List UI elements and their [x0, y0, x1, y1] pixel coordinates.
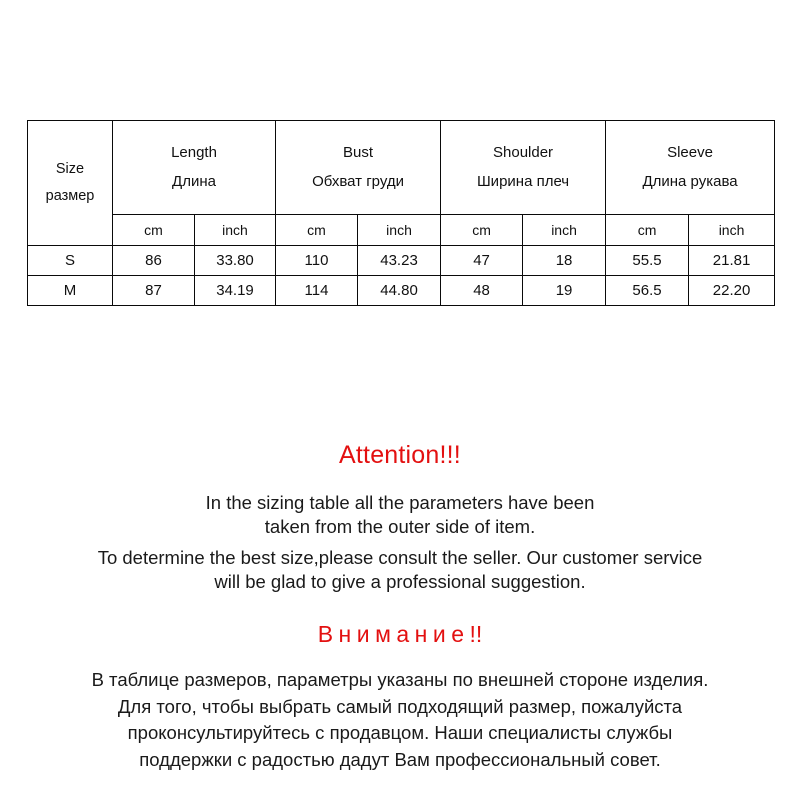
- header-group-bust: [276, 121, 441, 215]
- table-cell: 114: [276, 276, 358, 306]
- table-cell: 48: [441, 276, 523, 306]
- table-header-row-groups: [28, 121, 775, 215]
- header-unit: cm: [113, 215, 195, 246]
- table-cell: 86: [113, 246, 195, 276]
- header-size-ru: размер: [45, 188, 95, 204]
- table-cell: 21.81: [689, 246, 775, 276]
- notice-ru-line: проконсультируйтесь с продавцом. Наши специалисты службы: [127, 722, 673, 744]
- attention-heading-ru: [0, 621, 800, 649]
- table-body: [28, 246, 775, 306]
- notice-section: [0, 440, 800, 774]
- notice-ru-line: В таблице размеров, параметры указаны по внешней стороне изделия.: [91, 669, 709, 691]
- table-cell: 44.80: [358, 276, 441, 306]
- size-chart-table: [27, 120, 775, 306]
- notice-en-line: To determine the best size,please consult the seller. Our customer service: [97, 546, 703, 568]
- header-group-length: [113, 121, 276, 215]
- notice-en-line: taken from the outer side of item.: [264, 516, 536, 538]
- table-cell: 47: [441, 246, 523, 276]
- header-unit: inch: [358, 215, 441, 246]
- table-header-row-units: [28, 215, 775, 246]
- header-unit: cm: [441, 215, 523, 246]
- header-group-bust-ru: Обхват груди: [312, 172, 404, 190]
- notice-paragraph-en: [0, 491, 800, 595]
- header-unit: cm: [606, 215, 689, 246]
- header-group-sleeve-ru: Длина рукава: [642, 172, 738, 190]
- header-group-bust-en: Bust: [343, 144, 374, 161]
- table-header: [28, 121, 775, 246]
- table-cell: 22.20: [689, 276, 775, 306]
- table-row: [28, 276, 775, 306]
- table-cell: 19: [523, 276, 606, 306]
- header-group-shoulder-en: Shoulder: [493, 144, 554, 161]
- table-cell: 33.80: [195, 246, 276, 276]
- header-unit: cm: [276, 215, 358, 246]
- header-group-sleeve-en: Sleeve: [667, 144, 713, 161]
- row-size-label: S: [28, 246, 113, 276]
- size-chart-container: [27, 120, 774, 306]
- table-cell: 18: [523, 246, 606, 276]
- notice-en-line: In the sizing table all the parameters have been: [205, 492, 595, 513]
- header-group-shoulder: [441, 121, 606, 215]
- header-unit: inch: [195, 215, 276, 246]
- header-size-en: Size: [55, 161, 85, 178]
- table-cell: 43.23: [358, 246, 441, 276]
- notice-paragraph-ru: [0, 667, 800, 774]
- header-group-length-ru: Длина: [172, 172, 216, 190]
- header-size: [28, 121, 113, 246]
- table-cell: 56.5: [606, 276, 689, 306]
- header-unit: inch: [523, 215, 606, 246]
- attention-heading-en: Attention!!!: [339, 441, 461, 469]
- header-unit: inch: [689, 215, 775, 246]
- notice-en-block-1: [0, 491, 800, 540]
- notice-en-line: will be glad to give a professional suggestion.: [214, 571, 586, 593]
- notice-en-block-2: [0, 546, 800, 595]
- attention-heading-ru-text: Внимание: [317, 620, 470, 647]
- attention-heading-ru-bang: !!: [469, 620, 483, 647]
- notice-ru-line: поддержки с радостью дадут Вам профессиональный совет.: [139, 749, 661, 771]
- table-cell: 87: [113, 276, 195, 306]
- header-group-length-en: Length: [171, 144, 217, 161]
- row-size-label: M: [28, 276, 113, 306]
- table-row: [28, 246, 775, 276]
- header-group-sleeve: [606, 121, 775, 215]
- table-cell: 110: [276, 246, 358, 276]
- table-cell: 34.19: [195, 276, 276, 306]
- table-cell: 55.5: [606, 246, 689, 276]
- header-group-shoulder-ru: Ширина плеч: [476, 172, 570, 190]
- notice-ru-line: Для того, чтобы выбрать самый подходящий размер, пожалуйста: [117, 695, 683, 717]
